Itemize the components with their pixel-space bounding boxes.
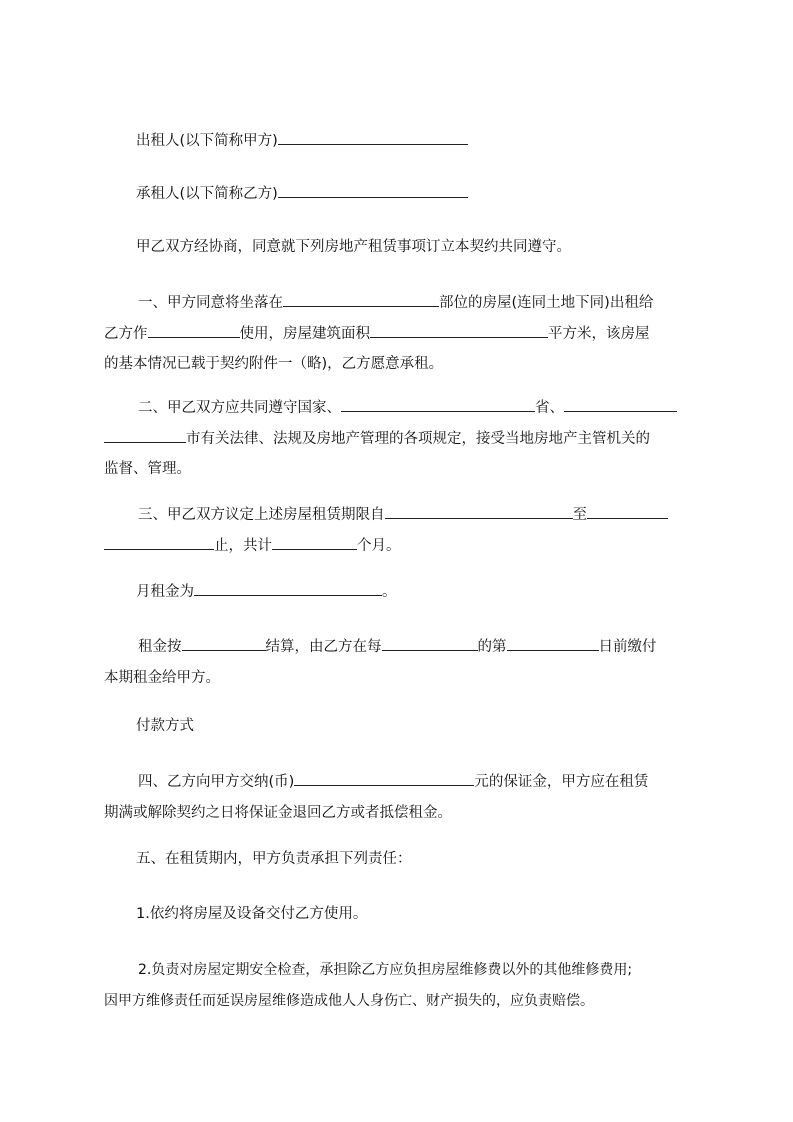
clause5-title-text: 五、在租赁期内，甲方负责承担下列责任：	[136, 851, 412, 867]
settle-text-a: 租金按	[138, 639, 182, 655]
end-date-blank-b[interactable]	[104, 534, 214, 550]
settle-text-e: 本期租金给甲方。	[104, 669, 220, 686]
lessor-line	[104, 126, 702, 157]
payment-method-text: 付款方式	[136, 718, 194, 734]
clause1-text-c: 乙方作	[104, 325, 148, 342]
clause3-text-d: 个月。	[357, 537, 401, 554]
clause1-text-e: 平方米，该房屋	[548, 325, 650, 342]
intro-text: 甲乙双方经协商，同意就下列房地产租赁事项订立本契约共同遵守。	[136, 239, 571, 255]
clause4-text-b: 元的保证金，甲方应在租赁	[474, 774, 649, 790]
months-blank[interactable]	[272, 534, 357, 550]
clause-4	[104, 767, 702, 828]
clause2-text-a: 二、甲乙双方应共同遵守国家、	[138, 400, 341, 416]
usage-blank[interactable]	[148, 322, 240, 338]
settle-text-b: 结算，由乙方在每	[265, 639, 382, 655]
settle-text-d: 日前缴付	[598, 639, 657, 655]
settle-text-c: 的第	[477, 639, 507, 655]
start-date-blank[interactable]	[385, 503, 573, 519]
clause2-text-b: 省、	[535, 400, 564, 416]
city-blank-b[interactable]	[104, 427, 186, 443]
clause1-text-f: 的基本情况已载于契约附件一（略)，乙方愿意承租。	[104, 356, 444, 372]
rent-text-b: 。	[382, 584, 397, 600]
lessor-blank[interactable]	[278, 129, 468, 145]
day-blank[interactable]	[507, 635, 599, 651]
rent-text-a: 月租金为	[136, 584, 194, 600]
city-blank-a[interactable]	[564, 396, 677, 412]
deposit-blank[interactable]	[294, 770, 474, 786]
clause4-text-c: 期满或解除契约之日将保证金退回乙方或者抵偿租金。	[104, 804, 452, 821]
clause5-item1-text: 1.依约将房屋及设备交付乙方使用。	[136, 906, 368, 922]
province-blank[interactable]	[341, 396, 535, 412]
clause2-text-c: 市有关法律、法规及房地产管理的各项规定，接受当地房地产主管机关的	[186, 430, 650, 447]
monthly-rent-blank[interactable]	[194, 580, 382, 596]
payment-method-line	[104, 711, 702, 742]
rent-settlement	[104, 632, 702, 693]
lessee-line	[104, 179, 702, 210]
clause-3	[104, 500, 702, 561]
clause5-item2-text-b: 因甲方维修责任而延误房屋维修造成他人人身伤亡、财产损失的，应负责赔偿。	[104, 992, 594, 1009]
settlement-period-blank[interactable]	[182, 635, 266, 651]
clause-1	[104, 288, 702, 380]
clause2-text-d: 监督、管理。	[104, 461, 191, 477]
clause3-text-c: 止，共计	[214, 537, 272, 554]
clause1-text-d: 使用，房屋建筑面积	[239, 325, 370, 342]
end-date-blank-a[interactable]	[587, 503, 668, 519]
intro-paragraph	[104, 232, 702, 263]
clause1-text-b: 部位的房屋(连同土地下同)出租给	[439, 295, 654, 311]
rent-line	[104, 577, 702, 608]
area-blank[interactable]	[370, 322, 548, 338]
clause-5-item-2	[104, 955, 702, 1016]
clause-5-item-1	[104, 899, 702, 930]
clause5-item2-text-a: 2.负责对房屋定期安全检查，承担除乙方应负担房屋维修费以外的其他维修费用;	[138, 962, 633, 978]
clause3-text-b: 至	[572, 507, 587, 523]
clause1-text-a: 一、甲方同意将坐落在	[138, 295, 283, 311]
lessee-blank[interactable]	[278, 182, 468, 198]
period-blank[interactable]	[382, 635, 478, 651]
clause3-text-a: 三、甲乙双方议定上述房屋租赁期限自	[138, 507, 385, 523]
clause-2	[104, 393, 702, 485]
lessee-label: 承租人(以下简称乙方)	[136, 186, 278, 202]
clause-5-title	[104, 844, 702, 875]
lessor-label: 出租人(以下简称甲方)	[136, 133, 278, 149]
clause4-text-a: 四、乙方向甲方交纳(币)	[138, 774, 295, 790]
location-blank[interactable]	[283, 291, 439, 307]
